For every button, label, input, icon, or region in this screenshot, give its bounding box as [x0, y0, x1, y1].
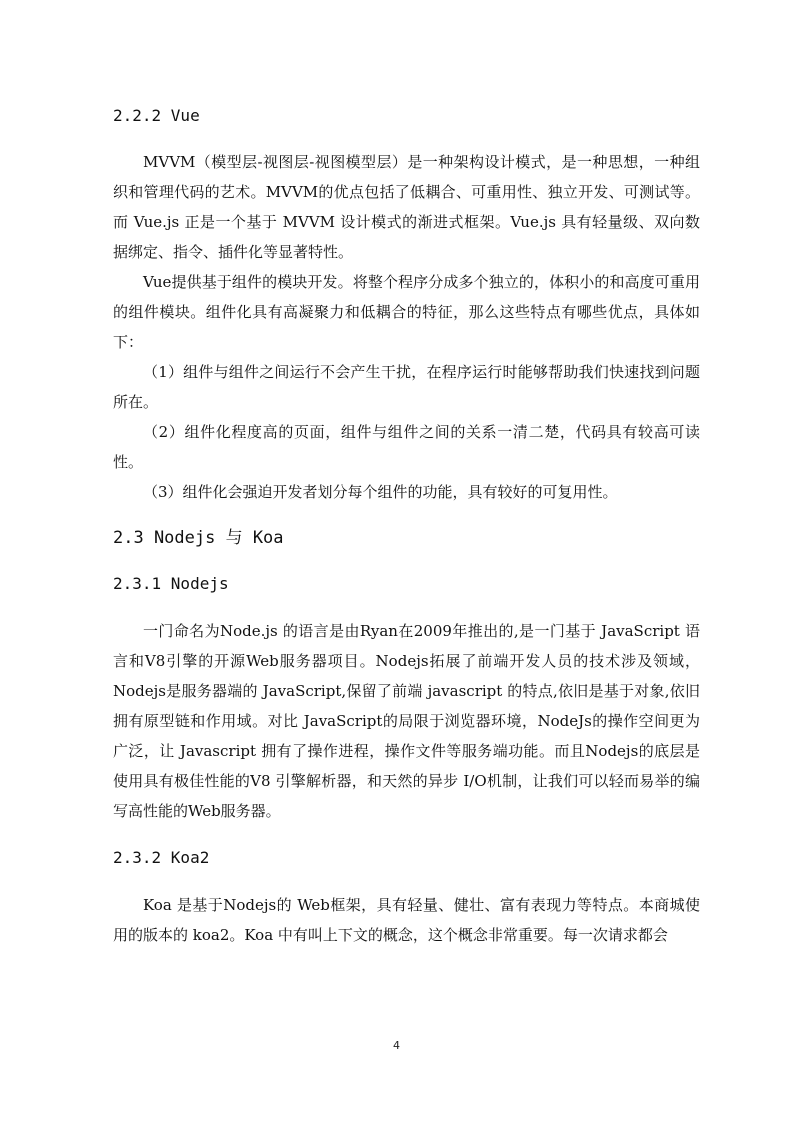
- vue-list-item-2: （2）组件化程度高的页面，组件与组件之间的关系一清二楚，代码具有较高可读性。: [113, 423, 700, 471]
- vue-list-item-3: （3）组件化会强迫开发者划分每个组件的功能，具有较好的可复用性。: [143, 483, 618, 501]
- heading-nodejs: 2.3.1 Nodejs: [113, 574, 229, 593]
- heading-nodejs-koa: 2.3 Nodejs 与 Koa: [113, 528, 284, 548]
- vue-list-item-1: （1）组件与组件之间运行不会产生干扰，在程序运行时能够帮助我们快速找到问题所在。: [113, 363, 700, 411]
- koa2-paragraph: Koa 是基于Nodejs的 Web框架，具有轻量、健壮、富有表现力等特点。本商城使用的版本的 koa2。Koa 中有叫上下文的概念，这个概念非常重要。每一次请求都会: [113, 896, 700, 944]
- page-number: 4: [393, 1039, 400, 1052]
- heading-vue: 2.2.2 Vue: [113, 106, 200, 125]
- nodejs-paragraph: 一门命名为Node.js 的语言是由Ryan在2009年推出的,是一门基于 JavaScript 语言和V8引擎的开源Web服务器项目。Nodejs拓展了前端开发人员的技术涉及领域，Nodejs是服务器端的 JavaScript,保留了前端 javascript 的特点,依旧是基于对象,依旧拥有原型链和作用域。对比 JavaScript的局限于浏览器环境，NodeJs的操作空间更为广泛，让 Javascript 拥有了操作进程，操作文件等服务端功能。而且Nodejs的底层是使用具有极佳性能的V8 引擎解析器，和天然的异步 I/O机制，让我们可以轻而易举的编写高性能的Web服务器。: [113, 622, 700, 820]
- vue-paragraph-2: Vue提供基于组件的模块开发。将整个程序分成多个独立的，体积小的和高度可重用的组件模块。组件化具有高凝聚力和低耦合的特征，那么这些特点有哪些优点，具体如下：: [113, 273, 700, 351]
- vue-paragraph-1: MVVM（模型层-视图层-视图模型层）是一种架构设计模式，是一种思想，一种组织和管理代码的艺术。MVVM的优点包括了低耦合、可重用性、独立开发、可测试等。而 Vue.js 正是一个基于 MVVM 设计模式的渐进式框架。Vue.js 具有轻量级、双向数据绑定、指令、插件化等显著特性。: [113, 153, 700, 261]
- heading-koa2: 2.3.2 Koa2: [113, 848, 210, 867]
- page-content: [113, 100, 700, 950]
